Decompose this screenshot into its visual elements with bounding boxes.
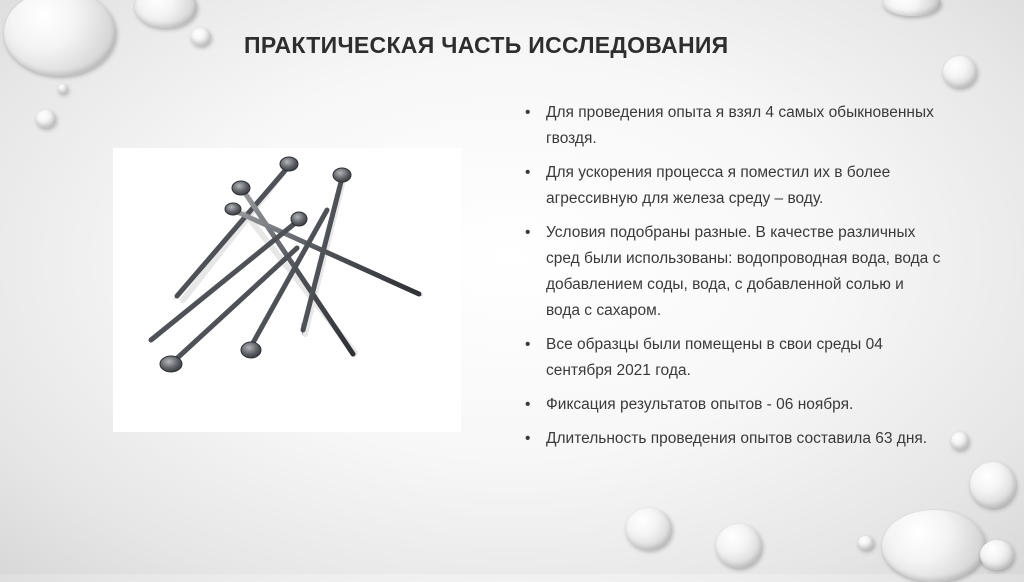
bullet-item: • Длительность проведения опытов составила 63 дня. [521, 426, 941, 452]
water-drop [4, 0, 116, 76]
water-drop [191, 28, 211, 46]
water-drop [135, 0, 197, 28]
water-drop [951, 432, 969, 450]
water-drop [58, 84, 68, 94]
bullet-item: • Для ускорения процесса я поместил их в более агрессивную для железа среду – воду. [521, 160, 941, 212]
bullet-item: • Все образцы были помещены в свои среды 04 сентября 2021 года. [521, 332, 941, 384]
nail-head [333, 168, 351, 182]
water-drop [970, 462, 1016, 508]
water-drop [882, 510, 986, 582]
bullet-item: • Фиксация результатов опытов - 06 ноября. [521, 392, 941, 418]
nail-head [225, 203, 241, 215]
nail-head [291, 212, 307, 226]
water-drop [858, 536, 874, 550]
nails-photo [113, 148, 461, 432]
nail-head [241, 342, 261, 358]
water-drop [980, 540, 1014, 570]
water-drop [716, 524, 762, 568]
nail-head [160, 356, 182, 372]
nail-head [280, 157, 298, 171]
water-drop [943, 56, 977, 88]
water-drop [883, 0, 941, 16]
slide-title: ПРАКТИЧЕСКАЯ ЧАСТЬ ИССЛЕДОВАНИЯ [244, 32, 729, 58]
nail-head [232, 181, 250, 195]
water-drop [626, 508, 672, 550]
nails-illustration [113, 148, 461, 432]
water-drop [36, 110, 56, 128]
bullet-list [521, 100, 941, 460]
bullet-item: • Для проведения опыта я взял 4 самых обыкновенных гвоздя. [521, 100, 941, 152]
bullet-item: • Условия подобраны разные. В качестве различных сред были использованы: водопроводная вода, вода с добавлением соды, вода, с добавленной солью и вода с сахаром. [521, 220, 941, 324]
